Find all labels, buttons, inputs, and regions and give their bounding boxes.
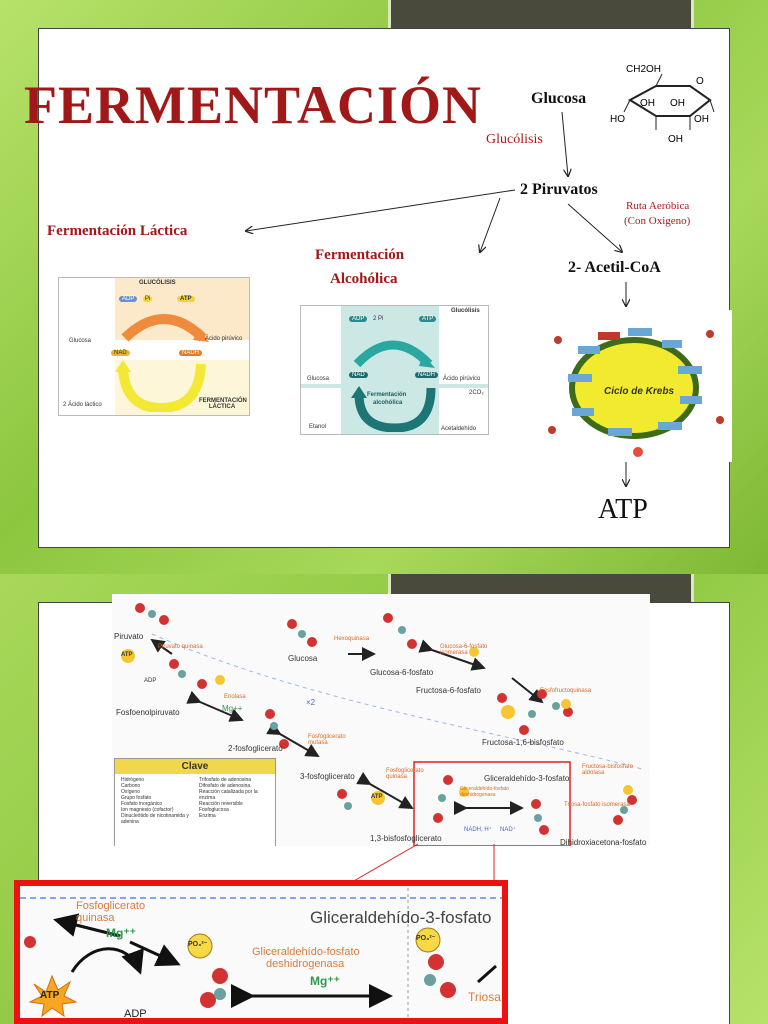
ruta-aerobica-label: Ruta Aeróbica bbox=[626, 200, 690, 212]
glucose-oh3: OH bbox=[694, 114, 709, 125]
alcohol-header: Glucólisis bbox=[451, 308, 480, 314]
slide-title: FERMENTACIÓN bbox=[24, 75, 483, 135]
pw-fosfoglicerato-mutasa: Fosfoglicerato mutasa bbox=[308, 734, 346, 746]
alcohol-etanol: Etanol bbox=[309, 424, 327, 430]
glycolysis-pathway-image bbox=[112, 594, 650, 846]
acetil-coa-label: 2- Acetil-CoA bbox=[568, 259, 661, 276]
lactic-atp: ATP bbox=[177, 296, 195, 302]
pw-x2: ×2 bbox=[306, 698, 316, 707]
krebs-cycle-diagram bbox=[538, 310, 732, 462]
fermentacion-alcoholica-label-2: Alcohólica bbox=[330, 271, 398, 287]
pw-triosa: Triosa-fosfato isomerasa bbox=[564, 802, 630, 808]
pw-dihidroxiacetona: Dihidroxiacetona-fosfato bbox=[560, 838, 647, 846]
glucolisis-label: Glucólisis bbox=[486, 132, 543, 147]
pw-glucosa-6-fosfato: Glucosa-6-fosfato bbox=[370, 668, 434, 677]
glucose-oh2: OH bbox=[670, 98, 685, 109]
pw-fosfofructoquinasa: Fosfofructoquinasa bbox=[540, 688, 592, 694]
fermentacion-lactica-label: Fermentación Láctica bbox=[47, 223, 188, 239]
pw-enolasa: Enolasa bbox=[224, 694, 246, 700]
zoom-triosa: Triosa bbox=[468, 990, 501, 1004]
zoom-detail-box bbox=[14, 880, 508, 1024]
alcohol-pi: 2 Pi bbox=[373, 316, 384, 322]
pw-fosfoglicerato-quinasa: Fosfoglicerato quinasa bbox=[386, 768, 424, 780]
clave-item: Carbono bbox=[121, 783, 141, 789]
zoom-atp: ATP bbox=[40, 990, 60, 1001]
pw-fosfoenolpiruvato: Fosfoenolpiruvato bbox=[116, 708, 180, 717]
alcohol-glucosa: Glucosa bbox=[307, 376, 330, 382]
pw-nad: NAD⁺ bbox=[500, 827, 516, 833]
alcohol-acetaldehido: Acetaldehído bbox=[441, 426, 477, 432]
clave-item: Reacción reversible bbox=[199, 801, 243, 807]
clave-item: Difosfato de adenosina bbox=[199, 783, 251, 789]
pw-glucosa-isomerasa: Glucosa-6-fosfato isomerasa bbox=[440, 644, 488, 656]
zoom-quinasa: quinasa bbox=[76, 912, 115, 924]
alcohol-nad: NAD bbox=[349, 372, 368, 378]
clave-right-list bbox=[199, 777, 273, 819]
lactic-piruvico: Ácido pirúvico bbox=[205, 336, 243, 342]
lactic-fermentation-diagram bbox=[58, 277, 250, 416]
lactic-header: GLUCÓLISIS bbox=[139, 280, 176, 286]
pw-3-fosfoglicerato: 3-fosfoglicerato bbox=[300, 772, 355, 781]
clave-item: Ion magnesio (cofactor) bbox=[121, 807, 174, 813]
pw-mg: Mg++ bbox=[222, 704, 243, 713]
lactic-pi: Pi bbox=[145, 296, 151, 302]
zoom-po3b: PO₃²⁻ bbox=[416, 935, 436, 942]
pw-atp-1: ATP bbox=[121, 652, 133, 658]
lactic-acido-lactico: 2 Ácido láctico bbox=[63, 402, 102, 408]
lactic-adp: ADP bbox=[119, 296, 137, 302]
clave-item: Hidrógeno bbox=[121, 777, 145, 783]
pw-gliceraldehido: Gliceraldehído-3-fosfato bbox=[484, 774, 570, 783]
zoom-mg-2: Mg⁺⁺ bbox=[310, 974, 340, 988]
pw-hexoquinasa: Hexoquinasa bbox=[334, 636, 370, 642]
alcohol-atp: ATP bbox=[419, 316, 436, 322]
zoom-gap-1: Gliceraldehído-fosfato bbox=[252, 946, 360, 958]
glucosa-label: Glucosa bbox=[531, 90, 587, 107]
clave-item: Trifosfato de adenosina bbox=[199, 777, 252, 783]
pw-piruvato: Piruvato bbox=[114, 632, 144, 641]
clave-item: Oxígeno bbox=[121, 789, 140, 795]
pw-2-fosfoglicerato: 2-fosfoglicerato bbox=[228, 744, 283, 753]
clave-item: Reacción catalizada por la enzima bbox=[199, 789, 258, 801]
clave-item: Fosfoglucosa bbox=[199, 807, 229, 813]
clave-item: Dinucleótido de nicotinamida y adenina bbox=[121, 813, 189, 825]
glucose-o: O bbox=[696, 76, 704, 87]
zoom-mg: Mg⁺⁺ bbox=[106, 926, 136, 940]
con-oxigeno-label: (Con Oxigeno) bbox=[624, 215, 691, 227]
alcohol-piruvico: Ácido pirúvico bbox=[443, 376, 481, 382]
glucose-ch2oh: CH2OH bbox=[626, 64, 662, 75]
zoom-gap-2: deshidrogenasa bbox=[266, 958, 345, 970]
lactic-nadh: NADH bbox=[179, 350, 202, 356]
lactic-footer: FERMENTACIÓN LÁCTICA bbox=[199, 398, 247, 410]
alcohol-nadh: NADH bbox=[415, 372, 438, 378]
alcohol-co2: 2CO₂ bbox=[469, 390, 484, 396]
krebs-label: Ciclo de Krebs bbox=[604, 386, 675, 397]
zoom-po3: PO₃²⁻ bbox=[188, 941, 208, 948]
alcoholic-fermentation-diagram bbox=[300, 305, 489, 435]
clave-item: Fosfato inorgánico bbox=[121, 801, 163, 807]
pw-gap-deshidrogenasa: Gliceraldehído-fosfato deshidrogenasa bbox=[460, 786, 509, 798]
glucose-oh4: OH bbox=[668, 134, 683, 144]
clave-legend bbox=[114, 758, 276, 846]
zoom-gliceraldehido-3-fosfato: Gliceraldehído-3-fosfato bbox=[310, 908, 492, 927]
pw-fructosa-16-bisfosfato: Fructosa-1,6-bisfosfato bbox=[482, 738, 564, 747]
alcohol-center-2: alcohólica bbox=[373, 400, 403, 406]
glucose-oh1: OH bbox=[640, 98, 655, 109]
pw-nadh: NADH, H⁺ bbox=[464, 827, 492, 833]
clave-item: Grupo fosfato bbox=[121, 795, 152, 801]
pw-piruvato-quinasa: Piruvato quinasa bbox=[158, 644, 203, 650]
pw-adp: ADP bbox=[144, 678, 157, 684]
zoom-fosfoglicerato: Fosfoglicerato bbox=[76, 900, 146, 912]
alcohol-center-1: Fermentación bbox=[367, 392, 407, 398]
clave-title: Clave bbox=[115, 759, 275, 774]
pw-bisfosfoglicerato: 1,3-bisfosfoglicerato bbox=[370, 834, 442, 843]
alcohol-adp: ADP bbox=[349, 316, 367, 322]
zoom-adp: ADP bbox=[124, 1008, 147, 1020]
fermentacion-alcoholica-label-1: Fermentación bbox=[315, 247, 405, 263]
lactic-nad: NAD bbox=[111, 350, 130, 356]
atp-label: ATP bbox=[598, 494, 648, 525]
glucose-ho: HO bbox=[610, 114, 625, 125]
lactic-glucosa: Glucosa bbox=[69, 338, 92, 344]
pw-atp-2: ATP bbox=[371, 794, 383, 800]
clave-left-list bbox=[121, 777, 197, 825]
piruvatos-label: 2 Piruvatos bbox=[520, 181, 598, 198]
pw-glucosa: Glucosa bbox=[288, 654, 318, 663]
pw-fructosa-6-fosfato: Fructosa-6-fosfato bbox=[416, 686, 481, 695]
clave-item: Enzima bbox=[199, 813, 216, 819]
pw-aldolasa: Fructosa-bisfosfato aldolasa bbox=[582, 764, 634, 776]
